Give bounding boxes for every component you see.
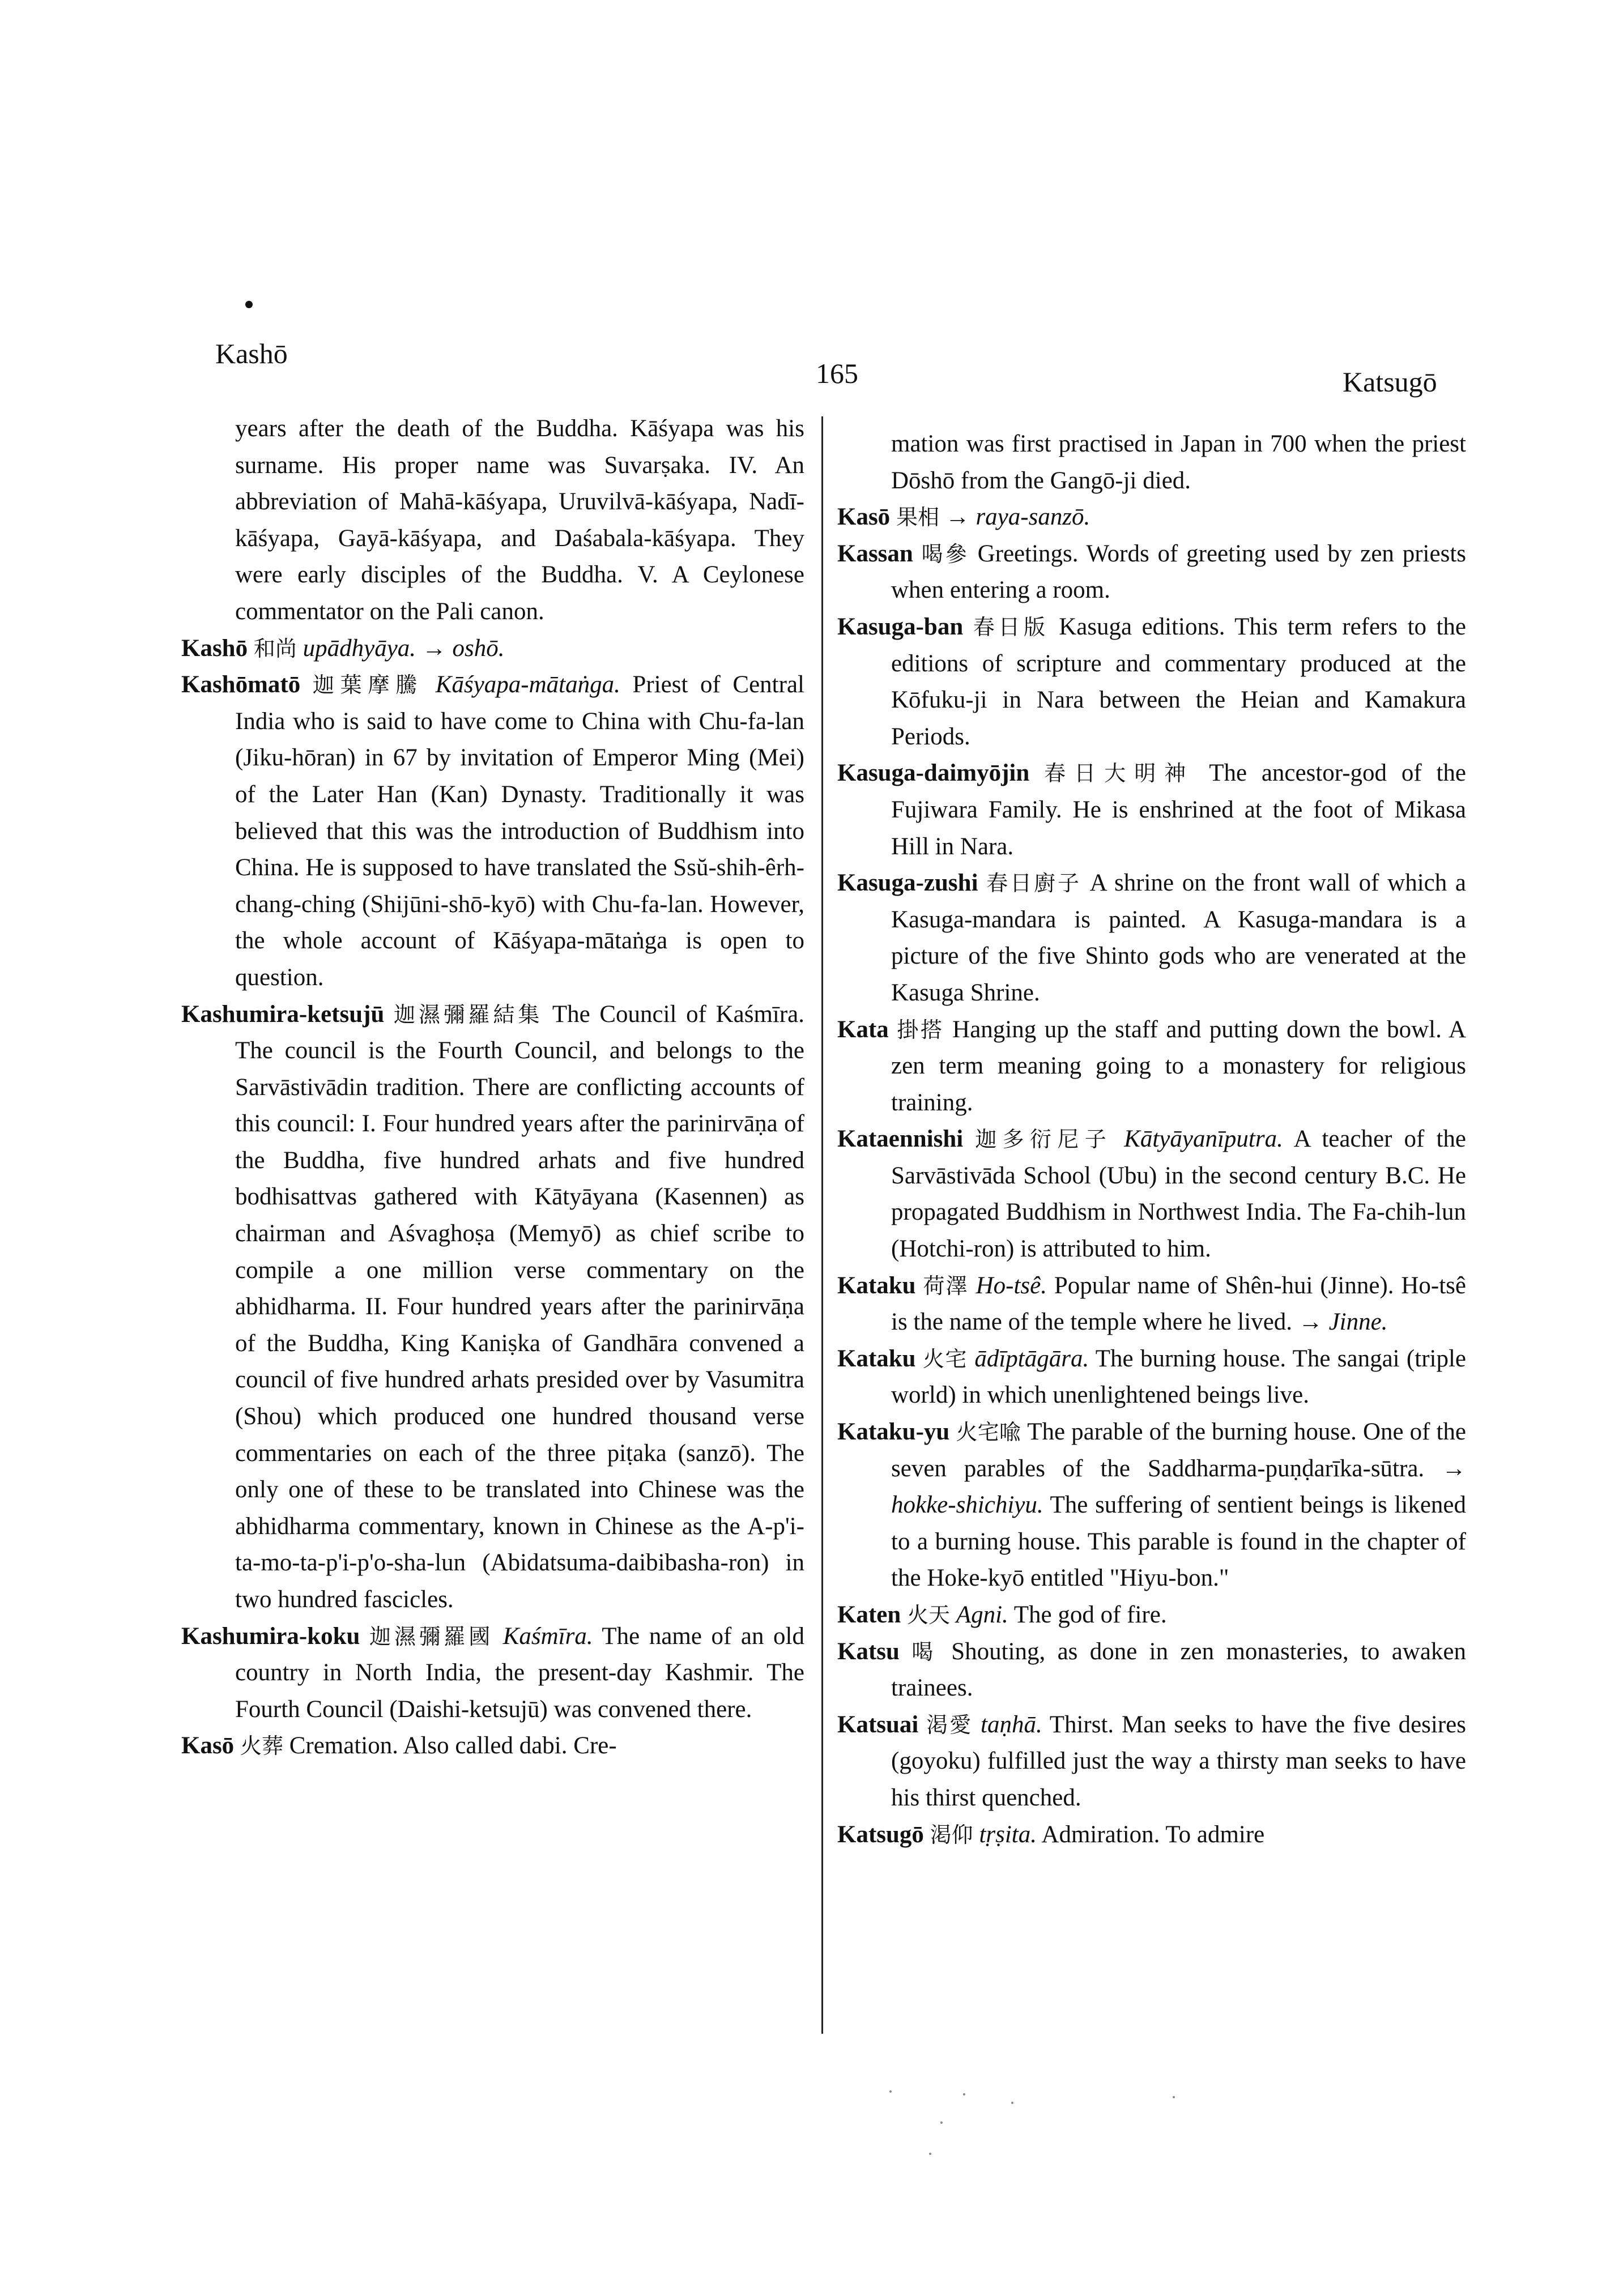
entry-cross-reference: → Jinne. [1298,1309,1388,1336]
entry-kanji: 渇愛 [926,1712,973,1737]
entry-kanji: 荷澤 [923,1273,969,1298]
entry-definition: A teacher of the Sarvāstivāda School (Ubu) in the second century B.C. He propagated Buddhism in Northwest India. The Fa-chih-lun (Hotchi-ron) is attributed to him. [891,1126,1466,1263]
running-head-right: Katsugō [1343,366,1437,398]
dictionary-entry [837,1012,1466,1122]
dictionary-entry [837,609,1466,755]
continuation-text: years after the death of the Buddha. Kāśyapa was his surname. His proper name was Suvarṣaka. IV. An abbreviation of Mahā-kāśyapa, Uruvilvā-kāśyapa, Nadī-kāśyapa, Gayā-kāśyapa, and Daśabala-kāśyapa. They were early disciples of the Buddha. V. A Ceylonese commentator on the Pali canon. [235,415,804,625]
column-divider [821,416,823,2034]
entry-sanskrit: Kaśmīra. [502,1622,593,1650]
entry-definition: The ancestor-god of the Fujiwara Family. He is enshrined at the foot of Mikasa Hill in Nara. [891,760,1467,860]
left-column [181,411,804,1765]
entry-headword: Kashō [181,634,248,662]
continuation-text: mation was first practised in Japan in 700 when the priest Dōshō from the Gangō-ji died. [891,431,1466,494]
entry-headword: Katen [837,1601,901,1628]
entry-kanji: 和尚 [253,636,297,661]
dictionary-entry [837,865,1466,1011]
entry-definition-continued: The suffering of sentient beings is likened to a burning house. This parable is found in the chapter of the Hoke-kyō entitled "Hiyu-bon." [891,1492,1466,1592]
entry-definition: The Council of Kaśmīra. The council is the Fourth Council, and belongs to the Sarvāstivādin tradition. There are conflicting accounts of this council: I. Four hundred years after the parinirvāṇa of the Buddha, five hundred arhats and five hundred bodhisattvas gathered with Kātyāyana (Kasennen) as chairman and Aśvaghoṣa (Memyō) as chief scribe to compile a one million verse commentary on the abhidharma. II. Four hundred years after the parinirvāṇa of the Buddha, King Kaniṣka of Gandhāra convened a council of five hundred arhats presided over by Vasumitra (Shou) which produced one hundred thousand verse commentaries on each of the three piṭaka (sanzō). The only one of these to be translated into Chinese was the abhidharma commentary, known in Chinese as the A-p'i-ta-mo-ta-p'i-p'o-sha-lun (Abidatsuma-daibibasha-ron) in two hundred fascicles. [235,1000,804,1613]
entry-headword: Katsuai [837,1711,919,1738]
entry-kanji: 迦濕彌羅國 [369,1624,494,1649]
entry-kanji: 火葬 [240,1733,283,1759]
entry-sanskrit: Kātyāyanīputra. [1124,1126,1283,1153]
entry-definition: The burning house. The sangai (triple world) in which unenlightened beings live. [891,1345,1466,1409]
entry-kanji: 火宅喩 [956,1420,1021,1445]
dictionary-entry [837,1817,1466,1854]
page-number: 165 [816,357,858,389]
entry-headword: Kashōmatō [181,671,301,698]
dictionary-entry [837,1268,1466,1341]
entry-headword: Kataku-yu [837,1419,950,1446]
entry-headword: Katsu [837,1638,900,1665]
entry-kanji: 喝參 [921,541,969,566]
entry-definition: Kasuga editions. This term refers to the editions of scripture and commentary produced at the Kōfuku-ji in Nara between the Heian and Kamakura Periods. [891,613,1466,750]
entry-definition: Thirst. Man seeks to have the five desires (goyoku) fulfilled just the way a thirsty man seeks to have his thirst quenched. [891,1711,1466,1811]
entry-definition: The parable of the burning house. One of the seven parables of the Saddharma-puṇḍarīka-sūtra. [891,1419,1466,1482]
entry-headword: Kata [837,1016,889,1043]
entry-definition: Greetings. Words of greeting used by zen priests when entering a room. [891,540,1466,604]
entry-kanji: 春日大明神 [1044,761,1195,786]
entry-definition: A shrine on the front wall of which a Kasuga-mandara is painted. A Kasuga-mandara is a picture of the five Shinto gods who are venerated at the Kasuga Shrine. [891,870,1466,1006]
entry-headword: Kasuga-ban [837,613,964,640]
entry-kanji: 春日廚子 [986,871,1081,896]
entry-kanji: 掛搭 [897,1017,944,1042]
entry-kanji: 迦葉摩騰 [312,672,424,698]
entry-headword: Kasō [181,1732,235,1760]
dictionary-entry [837,1414,1466,1597]
dictionary-entry [837,499,1466,536]
entry-headword: Kasuga-daimyōjin [837,760,1030,787]
dictionary-entry [837,1341,1466,1414]
entry-definition: Admiration. To admire [1041,1821,1265,1848]
dictionary-entry [181,631,804,667]
entry-headword: Kashumira-koku [181,1622,360,1650]
entry-kanji: 火天 [907,1603,951,1628]
entry-headword: Kataku [837,1272,916,1299]
page-mark-dot [245,301,253,308]
entry-headword: Kataku [837,1345,916,1372]
entry-headword: Kassan [837,540,913,567]
entry-definition: The name of an old country in North India, the present-day Kashmir. The Fourth Council (Daishi-ketsujū) was convened there. [235,1622,805,1723]
entry-definition: Priest of Central India who is said to have come to China with Chu-fa-lan (Jiku-hōran) in 67 by invitation of Emperor Ming (Mei) of the Later Han (Kan) Dynasty. Traditionally it was believed that this was the introduction of Buddhism into China. He is supposed to have translated the Ssŭ-shih-êrh-chang-ching (Shijūni-shō-kyō) with Chu-fa-lan. However, the whole account of Kāśyapa-mātaṅga is open to question. [235,671,804,991]
entry-definition: Shouting, as done in zen monasteries, to awaken trainees. [891,1638,1467,1702]
dictionary-entry [181,1728,804,1765]
dictionary-entry [837,536,1466,609]
entry-headword: Kashumira-ketsujū [181,1000,385,1028]
dictionary-entry [181,996,804,1618]
entry-definition: Hanging up the staff and putting down the bowl. A zen term meaning going to a monastery for religious training. [891,1016,1467,1116]
entry-definition: The god of fire. [1013,1601,1167,1628]
entry-kanji: 渇仰 [930,1822,973,1847]
entry-kanji: 火宅 [922,1346,968,1371]
entry-kanji: 迦濕彌羅結集 [394,1002,543,1027]
entry-sanskrit: Kāśyapa-mātaṅga. [435,671,620,698]
entry-headword: Kasō [837,504,891,531]
dictionary-entry [837,1634,1466,1707]
dictionary-entry [181,667,804,996]
entry-sanskrit: tṛṣita. [979,1821,1037,1848]
right-column [837,426,1466,1853]
entry-headword: Kasuga-zushi [837,870,978,897]
dictionary-entry [181,1618,804,1728]
entry-kanji: 迦多衍尼子 [975,1127,1113,1152]
entry-sanskrit: Ho-tsê. [975,1272,1047,1299]
entry-sanskrit: Agni. [956,1601,1008,1628]
entry-kanji: 春日版 [973,614,1049,640]
dictionary-entry [837,1121,1466,1267]
entry-headword: Kataennishi [837,1126,964,1153]
entry-kanji: 果相 [896,505,939,530]
dictionary-entry [837,1707,1466,1817]
entry-kanji: 喝 [911,1639,939,1664]
entry-definition: Cremation. Also called dabi. Cre- [289,1732,617,1760]
entry-definition: Popular name of Shên-hui (Jinne). Ho-tsê is the name of the temple where he lived. [891,1272,1466,1336]
entry-sanskrit: upādhyāya. [303,634,416,662]
entry-sanskrit: taṇhā. [981,1711,1042,1738]
running-head-left: Kashō [215,338,288,369]
entry-cross-reference: → hokke-shichiyu. [891,1455,1466,1519]
entry-cross-reference: → oshō. [421,634,505,662]
entry-headword: Katsugō [837,1821,924,1848]
entry-cross-reference: → raya-sanzō. [945,504,1090,531]
entry-sanskrit: ādīptāgāra. [974,1345,1089,1372]
dictionary-entry [837,755,1466,865]
dictionary-entry [837,1597,1466,1634]
